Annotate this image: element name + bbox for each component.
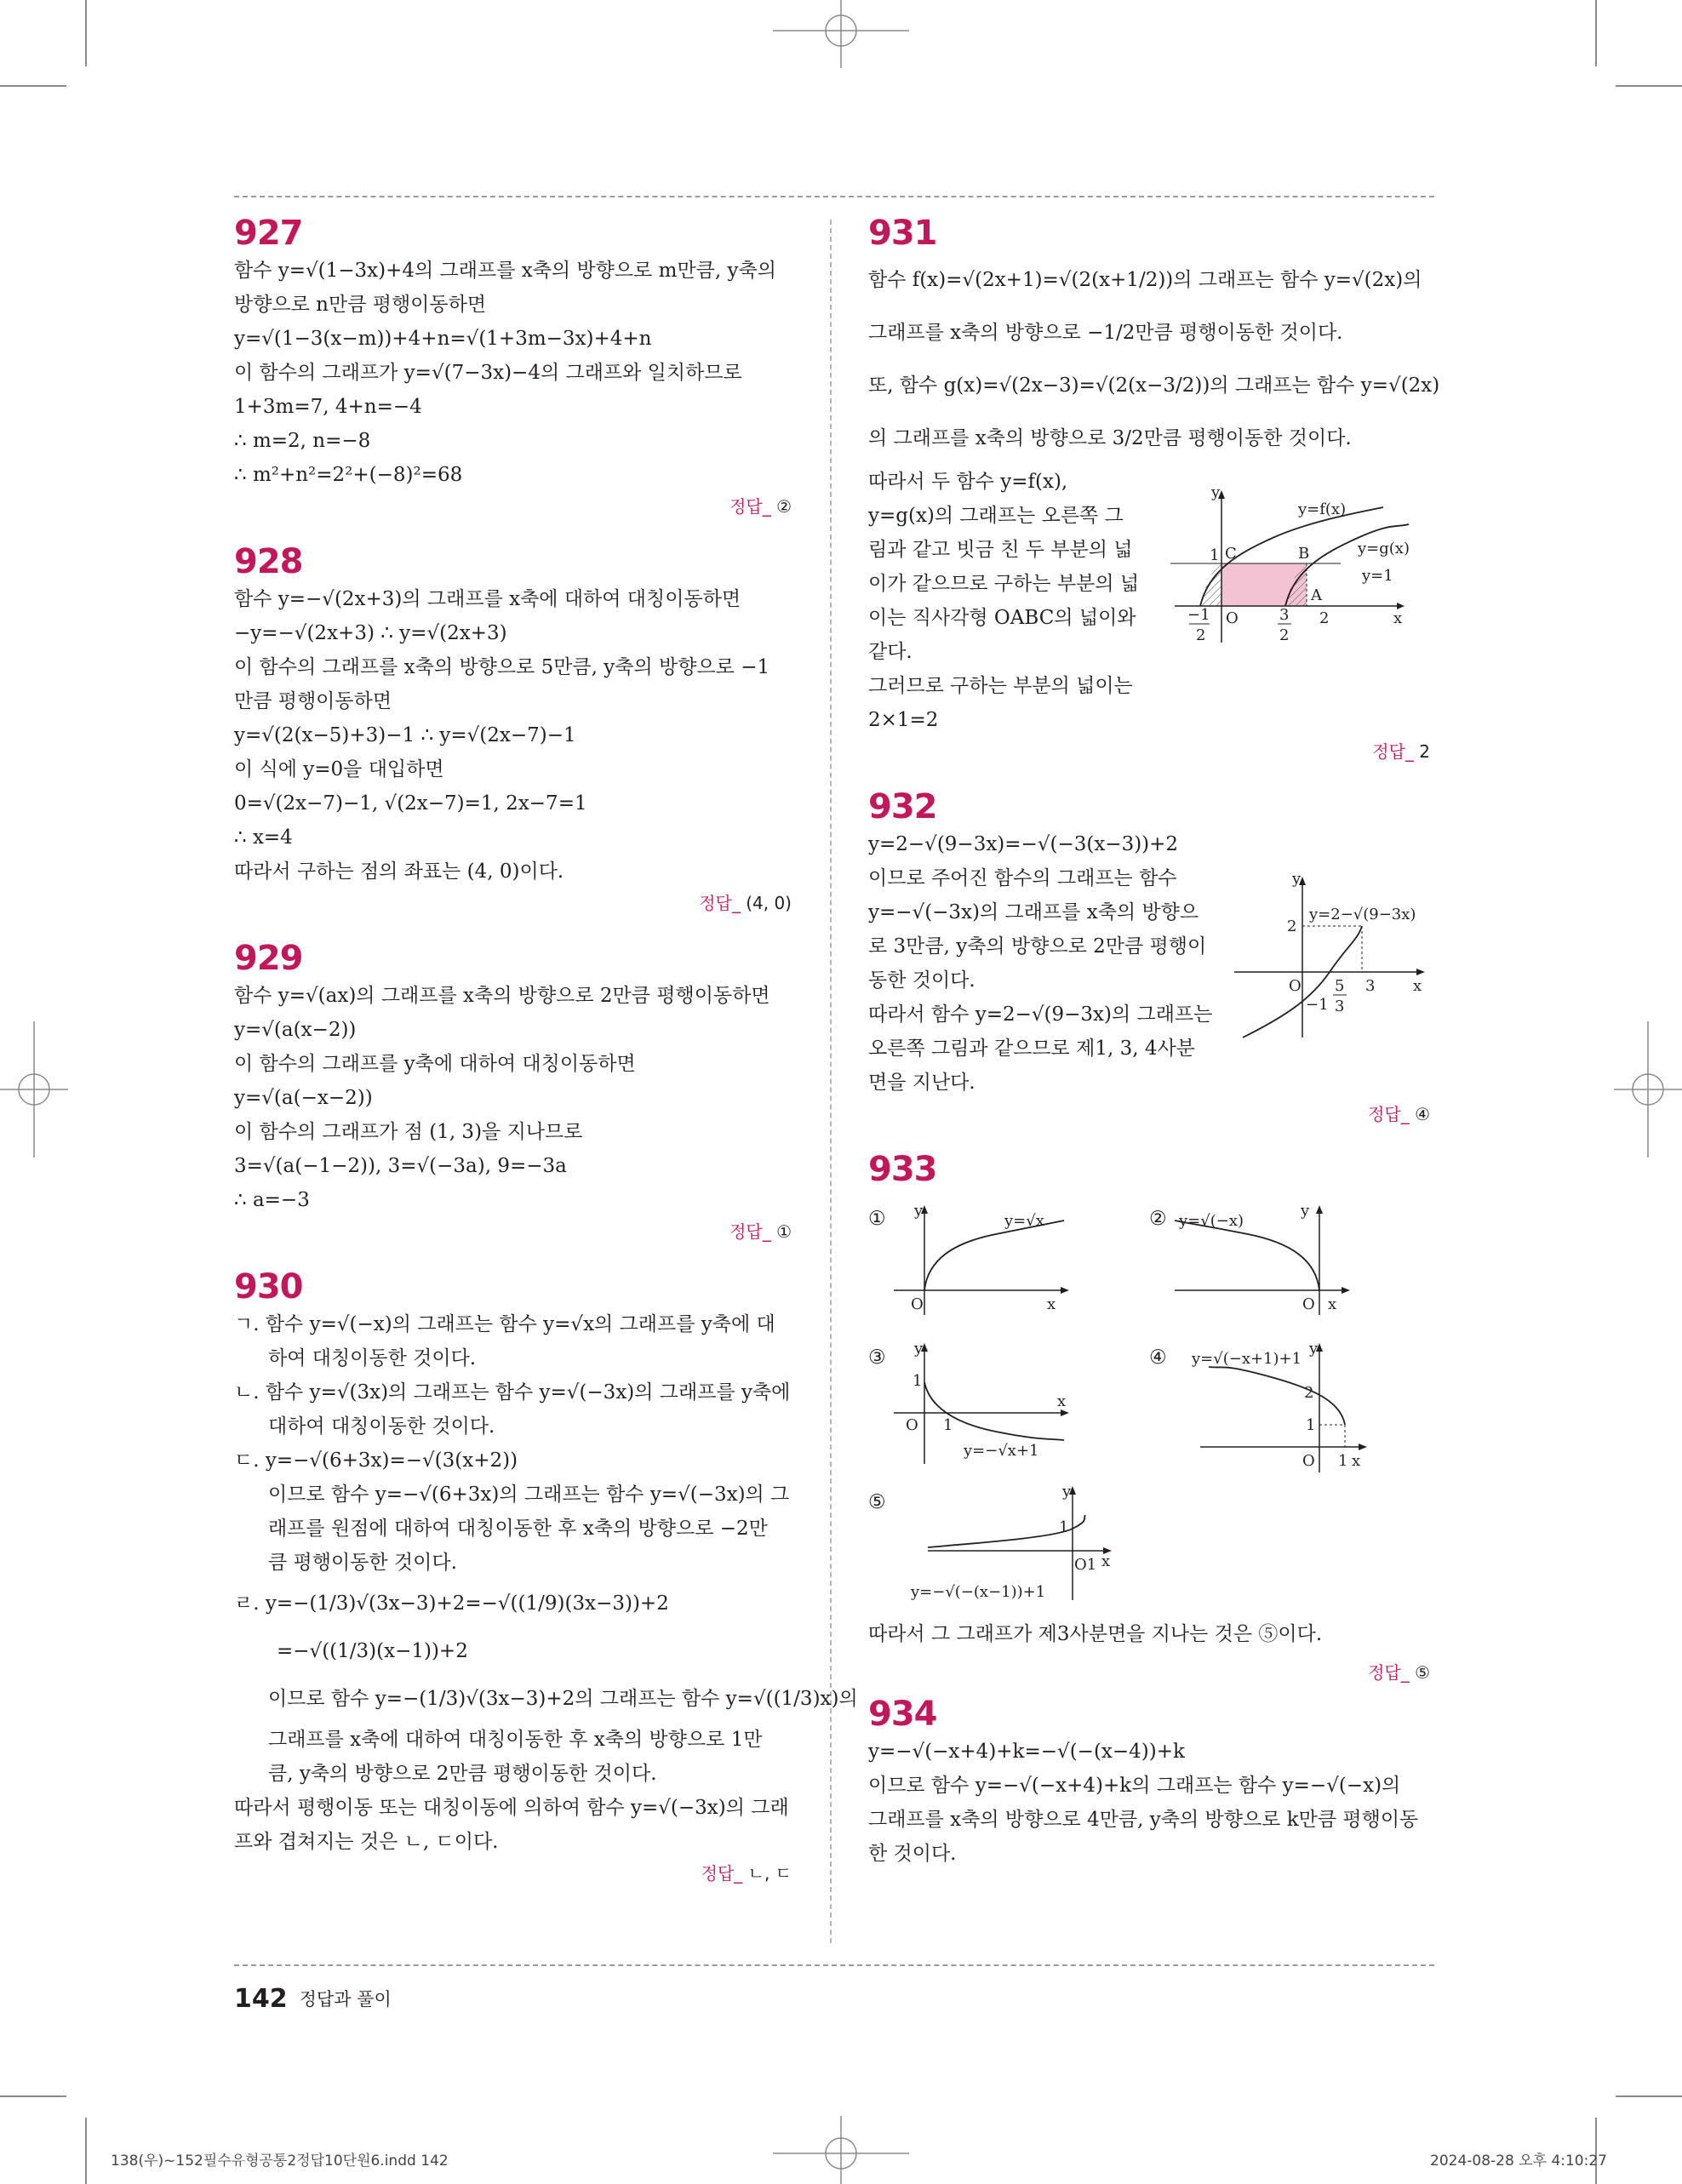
solution-line: 함수 y=√(ax)의 그래프를 x축의 방향으로 2만큼 평행이동하면 xyxy=(234,985,770,1007)
tick-3: 3 xyxy=(1365,977,1376,995)
solution-line: 이므로 함수 y=−√(−x+4)+k의 그래프는 함수 y=−√(−x)의 xyxy=(868,1775,1401,1797)
solution-line: ∴ m=2, n=−8 xyxy=(234,430,371,452)
solution-line: y=√(1−3(x−m))+4+n=√(1+3m−3x)+4+n xyxy=(234,328,652,350)
problem-932 xyxy=(868,786,1430,1129)
problem-number: 933 xyxy=(868,1150,937,1189)
tick-2: 2 xyxy=(1304,1384,1314,1402)
problem-928 xyxy=(234,541,792,918)
bottom-rule xyxy=(234,1964,1434,1966)
problem-930 xyxy=(234,1266,858,1888)
solution-line: y=√(2(x−5)+3)−1 ∴ y=√(2x−7)−1 xyxy=(234,724,576,746)
x-axis-label: x xyxy=(1393,609,1403,627)
answer-value: ㄴ, ㄷ xyxy=(747,1863,792,1884)
solution-line: 이 함수의 그래프가 점 (1, 3)을 지나므로 xyxy=(234,1121,583,1143)
crop-mark xyxy=(1616,2095,1682,2097)
solution-line: ㄹ. y=−(1/3)√(3x−3)+2=−√((1/9)(3x−3))+2 xyxy=(234,1592,669,1615)
problem-number: 929 xyxy=(234,939,303,978)
footer-title: 정답과 풀이 xyxy=(299,1989,392,2010)
solution-line: y=−√(−x+4)+k=−√(−(x−4))+k xyxy=(868,1741,1185,1763)
solution-line: =−√((1/3)(x−1))+2 xyxy=(277,1640,468,1662)
solution-line: y=√(a(x−2)) xyxy=(234,1019,357,1041)
answer xyxy=(868,737,1430,766)
top-rule xyxy=(234,196,1434,197)
tick-three-den: 3 xyxy=(1335,998,1345,1015)
solution-line: 큼, y축의 방향으로 2만큼 평행이동한 것이다. xyxy=(268,1763,657,1785)
y-label: y xyxy=(1301,1202,1310,1220)
solution-line: 그래프를 x축의 방향으로 4만큼, y축의 방향으로 k만큼 평행이동 xyxy=(868,1809,1419,1831)
answer-value: ② xyxy=(776,496,792,517)
problem-933 xyxy=(868,1149,1430,1694)
equation-label: y=√x xyxy=(1004,1212,1044,1230)
registration-target-left xyxy=(0,1021,68,1158)
problem-number: 930 xyxy=(234,1267,303,1306)
solution-line: 오른쪽 그림과 같으므로 제1, 3, 4사분 xyxy=(868,1038,1195,1060)
solution-line: 로 3만큼, y축의 방향으로 2만큼 평행이 xyxy=(868,935,1207,958)
tick-neg-half-num: −1 xyxy=(1187,606,1210,624)
equation-label: y=−√(−(x−1))+1 xyxy=(911,1583,1046,1601)
solution-line: 이 함수의 그래프가 y=√(7−3x)−4의 그래프와 일치하므로 xyxy=(234,362,742,384)
solution-line: 따라서 함수 y=2−√(9−3x)의 그래프는 xyxy=(868,1003,1213,1026)
solution-line: 이므로 주어진 함수의 그래프는 함수 xyxy=(868,867,1177,889)
graph-choice-1 xyxy=(894,1200,1090,1319)
solution-line: 이 함수의 그래프를 x축의 방향으로 5만큼, y축의 방향으로 −1 xyxy=(234,656,770,678)
solution-line: 0=√(2x−7)−1, √(2x−7)=1, 2x−7=1 xyxy=(234,792,587,815)
page-footer xyxy=(234,1973,392,2024)
registration-target-right xyxy=(1614,1021,1682,1158)
solution-line: 1+3m=7, 4+n=−4 xyxy=(234,396,422,418)
problem-927 xyxy=(234,213,792,521)
page-number: 142 xyxy=(234,1983,288,2014)
solution-line: 함수 f(x)=√(2x+1)=√(2(x+1/2))의 그래프는 함수 y=√(2x)의 xyxy=(868,269,1422,291)
solution-line: ㄷ. y=−√(6+3x)=−√(3(x+2)) xyxy=(234,1449,518,1472)
solution-line: 함수 y=√(1−3x)+4의 그래프를 x축의 방향으로 m만큼, y축의 xyxy=(234,260,776,282)
tick-y1: 1 xyxy=(1306,1416,1316,1434)
solution-line: 3=√(a(−1−2)), 3=√(−3a), 9=−3a xyxy=(234,1155,567,1177)
tick-neg1: −1 xyxy=(1306,996,1329,1014)
solution-line: 만큼 평행이동하면 xyxy=(234,690,392,712)
choice-mark: ④ xyxy=(1149,1346,1167,1369)
solution-line: 래프를 원점에 대하여 대칭이동한 후 x축의 방향으로 −2만 xyxy=(268,1518,768,1540)
solution-line: 방향으로 n만큼 평행이동하면 xyxy=(234,294,487,316)
crop-mark xyxy=(85,2118,87,2184)
solution-line: 대하여 대칭이동한 것이다. xyxy=(268,1415,495,1438)
y-axis-label: y xyxy=(1292,872,1302,888)
x-label: x xyxy=(1101,1552,1111,1570)
origin-label: O1 xyxy=(1074,1556,1097,1574)
answer-label: 정답_ xyxy=(1368,1662,1410,1683)
answer-value: ① xyxy=(776,1221,792,1242)
solution-line: 이가 같으므로 구하는 부분의 넓 xyxy=(868,573,1140,595)
answer-label: 정답_ xyxy=(729,1221,771,1242)
solution-line: y=2−√(9−3x)=−√(−3(x−3))+2 xyxy=(868,833,1179,855)
y-axis-label: y xyxy=(1211,485,1221,501)
x-label: x xyxy=(1352,1452,1361,1470)
label-f: y=f(x) xyxy=(1298,500,1347,518)
column-divider xyxy=(830,220,832,1943)
solution-line: y=−√(−3x)의 그래프를 x축의 방향으 xyxy=(868,901,1199,923)
graph-choice-5 xyxy=(894,1481,1132,1609)
solution-line: 이므로 함수 y=−(1/3)√(3x−3)+2의 그래프는 함수 y=√((1/3)x)의 xyxy=(268,1688,858,1710)
solution-line: 그러므로 구하는 부분의 넓이는 xyxy=(868,675,1133,697)
tick-five: 5 xyxy=(1335,977,1345,995)
tick-y1: 1 xyxy=(913,1372,923,1390)
slug-date: 2024-08-28 오후 4:10:27 xyxy=(1430,2153,1607,2170)
solution-line: y=g(x)의 그래프는 오른쪽 그 xyxy=(868,505,1124,527)
solution-line: 따라서 구하는 점의 좌표는 (4, 0)이다. xyxy=(234,860,564,883)
point-c: C xyxy=(1225,545,1237,563)
graph-931 xyxy=(1170,485,1426,647)
solution-line: 큼 평행이동한 것이다. xyxy=(268,1552,457,1574)
solution-line: 2×1=2 xyxy=(868,709,939,731)
answer-label: 정답_ xyxy=(1372,741,1414,762)
problem-number: 932 xyxy=(868,787,937,826)
origin-label: O xyxy=(911,1295,924,1313)
answer-label: 정답_ xyxy=(701,1863,743,1884)
x-label: x xyxy=(1047,1295,1056,1313)
graph-choice-2 xyxy=(1175,1200,1370,1319)
solution-line: 림과 같고 빗금 친 두 부분의 넓 xyxy=(868,539,1133,561)
solution-line: 이는 직사각형 OABC의 넓이와 xyxy=(868,607,1136,629)
solution-line: 같다. xyxy=(868,641,913,663)
registration-target-bottom xyxy=(773,2116,909,2184)
x-label: x xyxy=(1328,1295,1337,1313)
answer-value: ⑤ xyxy=(1415,1662,1430,1683)
solution-line: ㄱ. 함수 y=√(−x)의 그래프는 함수 y=√x의 그래프를 y축에 대 xyxy=(234,1313,775,1335)
origin-label: O xyxy=(906,1416,918,1434)
solution-line: ㄴ. 함수 y=√(3x)의 그래프는 함수 y=√(−3x)의 그래프를 y축에 xyxy=(234,1381,791,1404)
problem-931 xyxy=(868,213,1440,766)
answer xyxy=(234,1859,792,1888)
equation-label: y=2−√(9−3x) xyxy=(1309,906,1416,923)
solution-line: 이 함수의 그래프를 y축에 대하여 대칭이동하면 xyxy=(234,1053,636,1075)
answer xyxy=(1175,1658,1430,1687)
solution-line: ∴ m²+n²=2²+(−8)²=68 xyxy=(234,464,463,486)
origin-label: O xyxy=(1289,977,1302,995)
solution-line: 따라서 평행이동 또는 대칭이동에 의하여 함수 y=√(−3x)의 그래 xyxy=(234,1797,789,1819)
label-g: y=g(x) xyxy=(1358,540,1410,557)
point-b: B xyxy=(1298,545,1310,563)
solution-line: 이므로 함수 y=−√(6+3x)의 그래프는 함수 y=√(−3x)의 그 xyxy=(268,1484,790,1506)
x-axis-label: x xyxy=(1413,977,1422,995)
point-a: A xyxy=(1311,586,1322,604)
problem-number: 928 xyxy=(234,542,303,581)
tick-2: 2 xyxy=(1287,918,1297,935)
answer-value: 2 xyxy=(1419,741,1430,762)
x-label: x xyxy=(1057,1392,1067,1410)
answer-label: 정답_ xyxy=(699,893,741,913)
solution-line: 또, 함수 g(x)=√(2x−3)=√(2(x−3/2))의 그래프는 함수 y=√(2x) xyxy=(868,374,1440,397)
choice-mark: ③ xyxy=(868,1346,886,1369)
equation-label: y=−√x+1 xyxy=(964,1442,1039,1460)
solution-line: 따라서 두 함수 y=f(x), xyxy=(868,471,1068,493)
problem-number: 931 xyxy=(868,214,937,253)
choice-mark: ① xyxy=(868,1208,886,1230)
answer-value: ④ xyxy=(1415,1104,1430,1124)
solution-line: 이 식에 y=0을 대입하면 xyxy=(234,758,444,780)
choice-mark: ⑤ xyxy=(868,1491,886,1513)
solution-line: 하여 대칭이동한 것이다. xyxy=(268,1347,477,1369)
origin-label: O xyxy=(1302,1452,1315,1470)
problem-number: 934 xyxy=(868,1695,937,1734)
crop-mark xyxy=(0,85,66,87)
solution-line: ∴ x=4 xyxy=(234,826,293,849)
tick-three-half-num: 3 xyxy=(1279,606,1290,624)
choice-mark: ② xyxy=(1149,1208,1167,1230)
label-y1: y=1 xyxy=(1362,567,1393,585)
answer xyxy=(234,492,792,521)
conclusion: 따라서 그 그래프가 제3사분면을 지나는 것은 ⑤이다. xyxy=(868,1623,1323,1645)
tick-x1: 1 xyxy=(943,1416,953,1434)
origin-label: O xyxy=(1226,609,1239,627)
solution-line: 의 그래프를 x축의 방향으로 3/2만큼 평행이동한 것이다. xyxy=(868,427,1352,449)
solution-line: 프와 겹쳐지는 것은 ㄴ, ㄷ이다. xyxy=(234,1831,499,1853)
tick-neg-half-den: 2 xyxy=(1196,626,1206,644)
answer-label: 정답_ xyxy=(729,496,771,517)
equation-label: y=√(−x) xyxy=(1179,1212,1244,1230)
left-column xyxy=(234,213,858,1888)
y-label: y xyxy=(914,1340,924,1358)
graph-932 xyxy=(1234,872,1430,1042)
solution-line: 그래프를 x축의 방향으로 −1/2만큼 평행이동한 것이다. xyxy=(868,322,1343,344)
origin-label: O xyxy=(1302,1295,1315,1313)
answer xyxy=(234,1217,792,1246)
tick-2: 2 xyxy=(1319,609,1330,627)
y-label: y xyxy=(1309,1340,1319,1358)
crop-mark xyxy=(85,0,87,66)
tick-1: 1 xyxy=(1210,546,1220,564)
problem-number: 927 xyxy=(234,214,303,253)
solution-line: 한 것이다. xyxy=(868,1843,957,1865)
y-label: y xyxy=(914,1202,924,1220)
solution-line: 그래프를 x축에 대하여 대칭이동한 후 x축의 방향으로 1만 xyxy=(268,1729,763,1751)
solution-line: 함수 y=−√(2x+3)의 그래프를 x축에 대하여 대칭이동하면 xyxy=(234,588,741,610)
tick-y1: 1 xyxy=(1059,1518,1069,1536)
hatched-region-left xyxy=(1200,563,1221,606)
problem-929 xyxy=(234,938,792,1246)
solution-line: ∴ a=−3 xyxy=(234,1189,310,1211)
right-column xyxy=(868,213,1440,1871)
slug-file: 138(우)~152필수유형공통2정답10단원6.indd 142 xyxy=(111,2153,449,2170)
crop-mark xyxy=(1595,0,1597,66)
solution-line: y=√(a(−x−2)) xyxy=(234,1087,373,1109)
graph-choice-4 xyxy=(1175,1338,1379,1474)
equation-label: y=√(−x+1)+1 xyxy=(1192,1350,1302,1368)
crop-mark xyxy=(1616,85,1682,87)
solution-line: 동한 것이다. xyxy=(868,969,975,992)
crop-mark xyxy=(0,2095,66,2097)
solution-line: −y=−√(2x+3) ∴ y=√(2x+3) xyxy=(234,622,507,644)
y-label: y xyxy=(1062,1483,1072,1501)
answer xyxy=(868,1100,1430,1129)
solution-line: 면을 지난다. xyxy=(868,1072,975,1094)
answer-value: (4, 0) xyxy=(746,893,792,913)
problem-934 xyxy=(868,1694,1430,1871)
registration-target-top xyxy=(773,0,909,68)
answer xyxy=(234,889,792,918)
graph-choice-3 xyxy=(894,1338,1090,1466)
tick-three-half-den: 2 xyxy=(1279,626,1290,644)
tick-x1: 1 xyxy=(1338,1452,1348,1470)
answer-label: 정답_ xyxy=(1368,1104,1410,1124)
